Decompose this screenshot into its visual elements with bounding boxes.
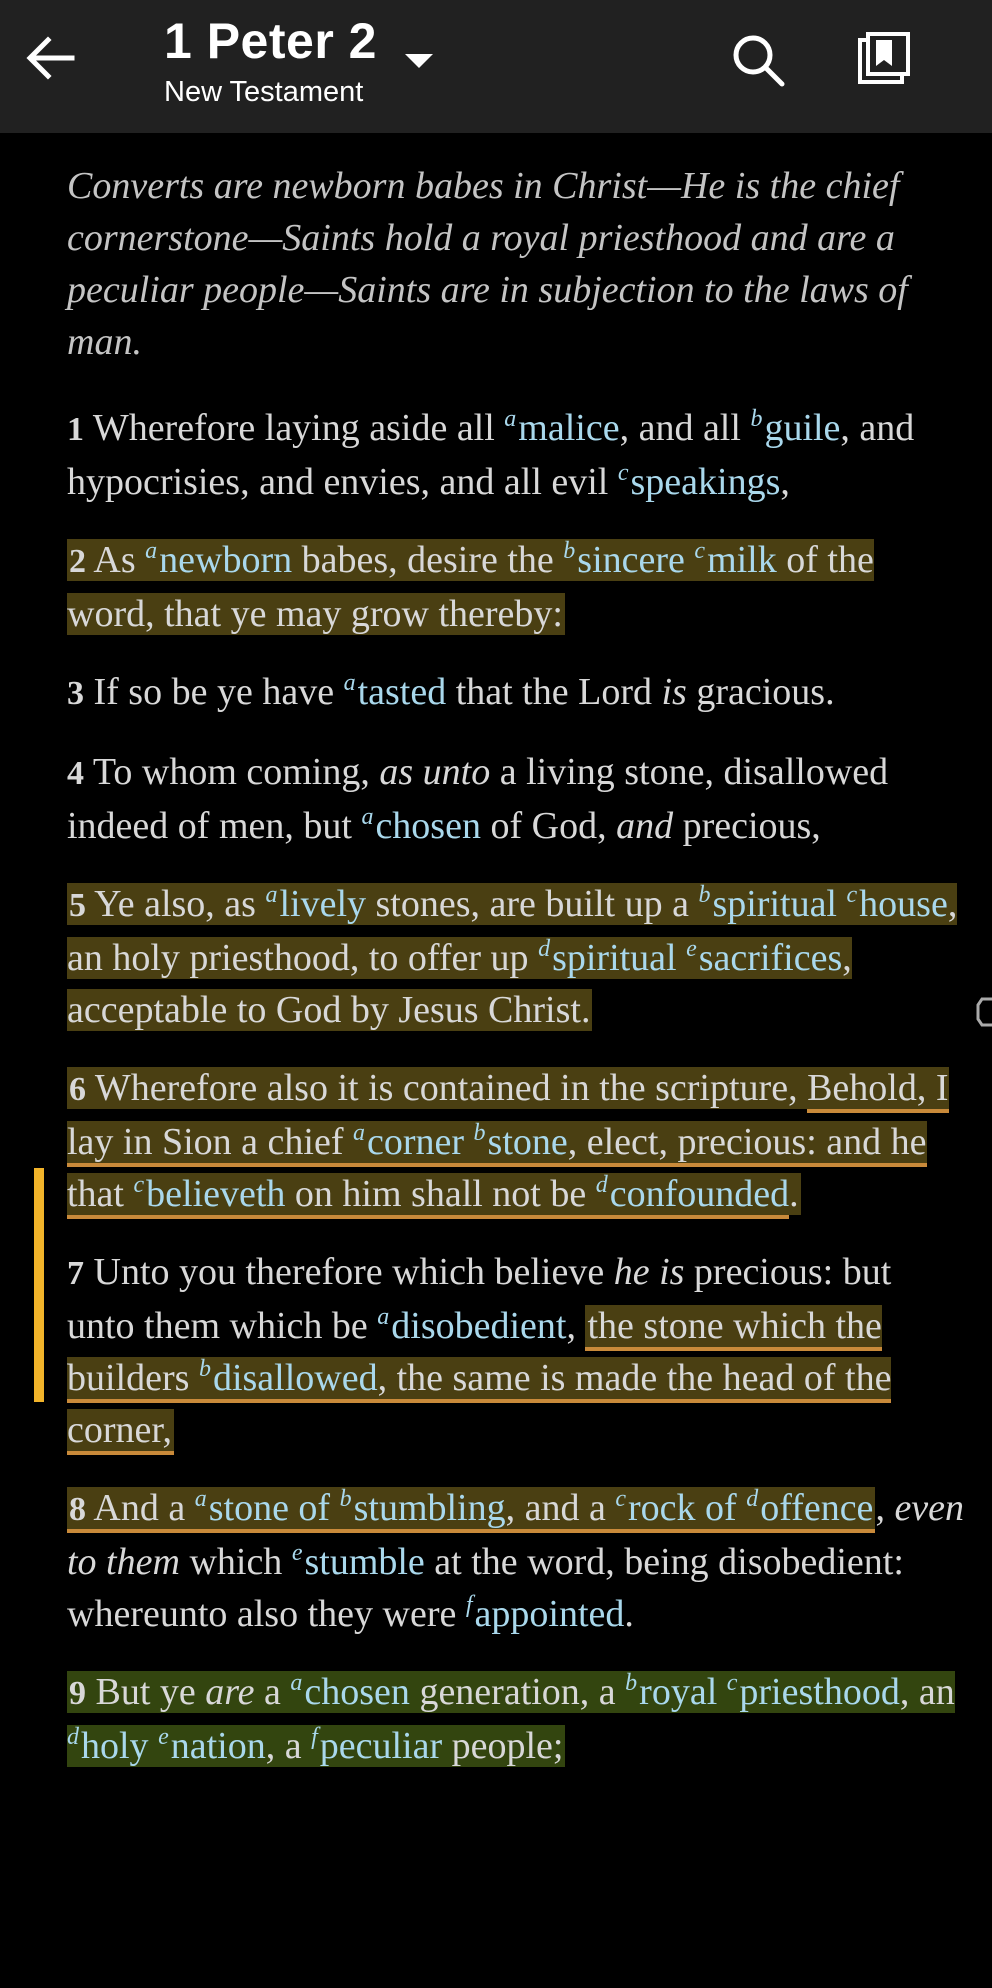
verse-number: 8: [69, 1491, 86, 1528]
verse-text: precious: but unto them which be: [67, 1251, 892, 1347]
footnote-marker[interactable]: d: [595, 1172, 608, 1198]
footnote-word[interactable]: spiritual: [552, 937, 677, 979]
verse-text: , an: [899, 1671, 955, 1713]
footnote-word[interactable]: stone: [487, 1121, 568, 1163]
footnote-marker[interactable]: e: [686, 936, 697, 962]
footnote-marker[interactable]: c: [726, 1670, 738, 1696]
footnote-word[interactable]: sincere: [577, 539, 685, 581]
footnote-word[interactable]: tasted: [357, 671, 447, 713]
verse-number: 1: [67, 411, 84, 448]
footnote-word[interactable]: priesthood: [739, 1671, 900, 1713]
footnote-marker[interactable]: e: [158, 1724, 169, 1750]
verse-text: And a: [93, 1487, 195, 1529]
footnote-word[interactable]: guile: [764, 407, 841, 449]
verse-text: .: [789, 1173, 799, 1215]
verse-text: , and all: [619, 407, 751, 449]
verse-italic: even to them: [67, 1487, 965, 1583]
footnote-word[interactable]: appointed: [474, 1593, 625, 1635]
highlight: [67, 539, 874, 635]
footnote-marker[interactable]: e: [291, 1540, 303, 1566]
footnote-word[interactable]: peculiar: [319, 1725, 443, 1767]
verse-number: 3: [67, 675, 84, 712]
verse-mark-bar: [34, 1168, 44, 1402]
footnote-marker[interactable]: a: [194, 1486, 207, 1512]
verse-text: a: [284, 1725, 312, 1767]
verse-text: which: [179, 1541, 292, 1583]
verse-text: babes, desire the: [292, 539, 564, 581]
footnote-word[interactable]: milk: [707, 539, 777, 581]
footnote-marker[interactable]: a: [352, 1120, 365, 1146]
footnote-marker[interactable]: c: [133, 1172, 145, 1198]
footnote-marker[interactable]: a: [504, 406, 517, 432]
verse-text: If so be ye have: [93, 671, 344, 713]
verse-text: , elect, precious: and he that: [67, 1121, 927, 1215]
footnote-marker[interactable]: d: [746, 1486, 759, 1512]
footnote-marker[interactable]: c: [617, 460, 629, 486]
footnote-word[interactable]: stumbling: [353, 1487, 506, 1529]
footnote-marker[interactable]: d: [67, 1724, 79, 1750]
footnote-marker[interactable]: a: [377, 1304, 390, 1330]
verse-text: , and a: [505, 1487, 616, 1529]
verse-italic: as unto: [379, 751, 491, 793]
footnote-marker[interactable]: d: [538, 936, 551, 962]
footnote-word[interactable]: corner: [366, 1121, 465, 1163]
footnote-marker[interactable]: c: [846, 882, 858, 908]
back-arrow-icon[interactable]: [22, 30, 78, 86]
footnote-word[interactable]: spiritual: [712, 883, 837, 925]
verse-5[interactable]: [67, 878, 967, 1036]
footnote-marker[interactable]: f: [311, 1724, 318, 1750]
footnote-word[interactable]: disobedient: [391, 1305, 567, 1347]
verse-text: on him shall not be: [285, 1173, 596, 1215]
verse-text: , acceptable to God by Jesus Christ.: [67, 937, 852, 1031]
footnote-marker[interactable]: c: [615, 1486, 627, 1512]
verse-text: at the word, being disobedient: whereunto also they were: [67, 1541, 904, 1635]
verse-text: , and hypocrisies, and envies, and all evil: [67, 407, 915, 503]
footnote-marker[interactable]: b: [473, 1120, 486, 1146]
footnote-marker[interactable]: b: [198, 1356, 211, 1382]
footnote-word[interactable]: believeth: [146, 1173, 286, 1215]
verse-3[interactable]: [67, 666, 967, 720]
footnote-marker[interactable]: b: [698, 882, 711, 908]
verse-number: 7: [67, 1255, 84, 1292]
verse-8[interactable]: [67, 1482, 967, 1640]
verse-4[interactable]: [67, 746, 967, 852]
verse-text: people;: [442, 1725, 564, 1767]
footnote-word[interactable]: holy: [81, 1725, 149, 1767]
verse-text: ,: [780, 461, 790, 503]
verse-text: stones, are built up a: [366, 883, 699, 925]
search-icon[interactable]: [728, 30, 788, 90]
footnote-word[interactable]: newborn: [159, 539, 293, 581]
footnote-word[interactable]: sacrifices: [698, 937, 843, 979]
footnote-word[interactable]: malice: [518, 407, 620, 449]
verse-text: Wherefore laying aside all: [92, 407, 505, 449]
verse-text: As: [93, 539, 146, 581]
chapter-summary: Converts are newborn babes in Christ—He is the chief cornerstone—Saints hold a royal priesthood and are a peculiar people—Saints are in subjection to the laws of man.: [67, 165, 908, 363]
verse-2[interactable]: [67, 534, 967, 640]
verse-text: ,: [875, 1487, 895, 1529]
verse-number: 5: [69, 887, 86, 924]
verse-text: that the Lord: [446, 671, 662, 713]
verse-number: 4: [67, 755, 84, 792]
footnote-word[interactable]: offence: [760, 1487, 874, 1529]
verse-6[interactable]: [67, 1062, 967, 1220]
footnote-marker[interactable]: b: [563, 538, 576, 564]
chapter-selector[interactable]: [164, 12, 377, 109]
highlight: [67, 883, 957, 1031]
verse-text: a living stone, disallowed indeed of men, but: [67, 751, 889, 847]
footnote-marker[interactable]: a: [343, 670, 356, 696]
footnote-word[interactable]: stumble: [304, 1541, 425, 1583]
verse-text: But ye: [95, 1671, 206, 1713]
verse-9[interactable]: [67, 1666, 967, 1772]
verse-text: , the same is made the head of the corner,: [67, 1357, 892, 1451]
bookmarks-icon[interactable]: [852, 30, 912, 90]
verse-text: Ye also, as: [94, 883, 266, 925]
footnote-word[interactable]: rock of: [628, 1487, 747, 1529]
verse-italic: he is: [613, 1251, 685, 1293]
app-bar: [0, 0, 992, 133]
footnote-marker[interactable]: f: [465, 1592, 473, 1618]
verse-text: Wherefore also it is contained in the scripture,: [94, 1067, 808, 1109]
verse-text: the stone which the builders: [67, 1305, 882, 1399]
footnote-word[interactable]: chosen: [375, 805, 481, 847]
verse-number: 2: [69, 543, 86, 580]
verse-text: , an holy priesthood, to offer up: [67, 883, 958, 979]
verse-text: ,: [265, 1725, 285, 1767]
verse-text: ,: [566, 1305, 586, 1347]
verse-italic: are: [205, 1671, 255, 1713]
page-subtitle: New Testament: [164, 76, 364, 108]
footnote-word[interactable]: house: [859, 883, 948, 925]
verse-text: generation, a: [409, 1671, 626, 1713]
note-tag-icon[interactable]: [976, 997, 992, 1027]
verse-text: gracious.: [686, 671, 835, 713]
footnote-marker[interactable]: b: [339, 1486, 352, 1512]
verse-text: Behold, I lay in Sion a chief: [67, 1067, 949, 1163]
verse-text: of God,: [480, 805, 617, 847]
footnote-word[interactable]: chosen: [304, 1671, 410, 1713]
verse-text: Unto you therefore which believe: [93, 1251, 614, 1293]
verse-text: precious,: [673, 805, 821, 847]
verse-text: .: [624, 1593, 634, 1635]
page-title: 1 Peter 2: [164, 13, 377, 69]
footnote-marker[interactable]: c: [694, 538, 706, 564]
footnote-word[interactable]: stone of: [208, 1487, 340, 1529]
verse-number: 6: [69, 1071, 86, 1108]
footnote-word[interactable]: lively: [279, 883, 367, 925]
footnote-marker[interactable]: a: [290, 1670, 303, 1696]
verse-text: of the word, that ye may grow thereby:: [67, 539, 874, 635]
verse-1[interactable]: [67, 402, 967, 508]
verse-7[interactable]: [67, 1246, 967, 1456]
verse-italic: and: [616, 805, 674, 847]
footnote-marker[interactable]: a: [361, 804, 374, 830]
verse-text: To whom coming,: [92, 751, 380, 793]
footnote-marker[interactable]: a: [145, 538, 158, 564]
highlight: [67, 1487, 875, 1533]
verse-number: 9: [69, 1675, 86, 1712]
footnote-marker[interactable]: b: [750, 406, 763, 432]
footnote-marker[interactable]: b: [625, 1670, 638, 1696]
chevron-down-icon[interactable]: [402, 50, 436, 72]
footnote-word[interactable]: nation: [170, 1725, 266, 1767]
chapter-content: [67, 160, 967, 1798]
footnote-word[interactable]: speakings: [630, 461, 781, 503]
footnote-word[interactable]: royal: [639, 1671, 718, 1713]
footnote-word[interactable]: confounded: [609, 1173, 790, 1215]
footnote-marker[interactable]: a: [265, 882, 278, 908]
verse-italic: is: [661, 671, 687, 713]
footnote-word[interactable]: disallowed: [212, 1357, 378, 1399]
highlight: [67, 1671, 955, 1767]
highlight: [67, 1067, 949, 1215]
verse-text: a: [254, 1671, 291, 1713]
